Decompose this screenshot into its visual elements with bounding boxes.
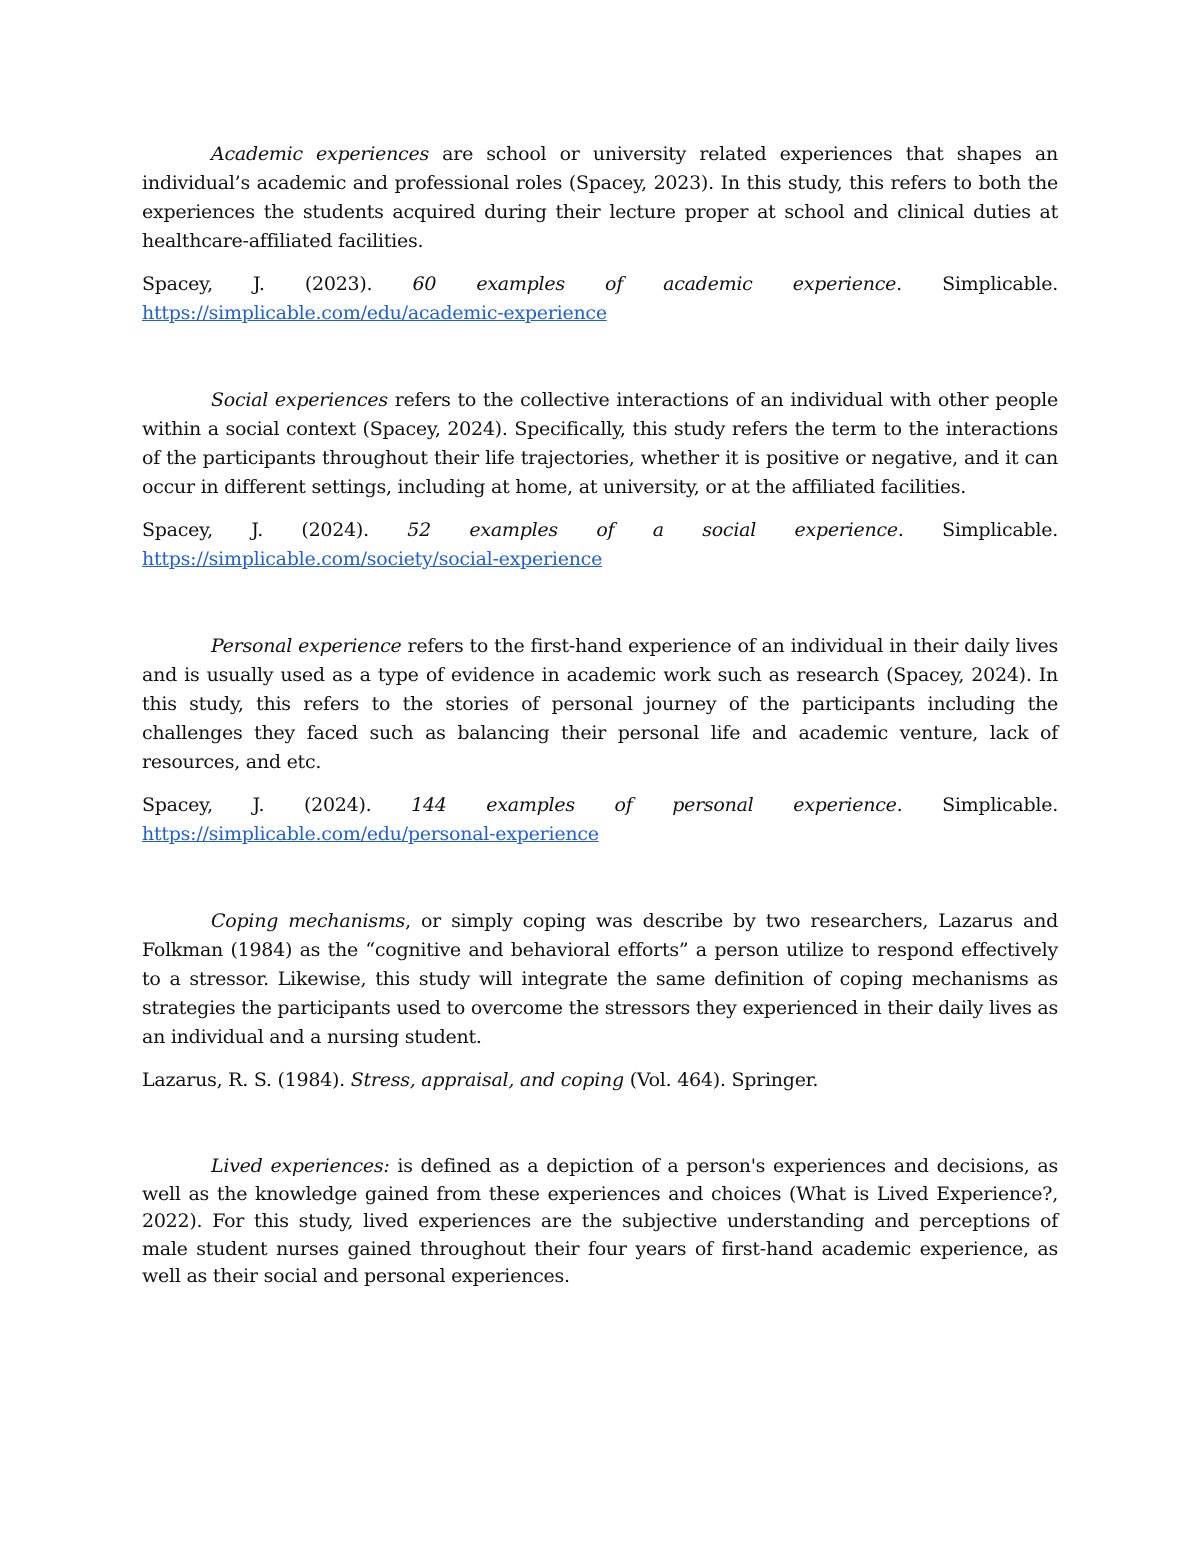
reference-academic-experience <box>142 270 1058 328</box>
reference-author: Spacey, J. (2024). <box>142 794 412 816</box>
document-page <box>142 140 1058 1291</box>
definition-text: , or simply coping was describe by two researchers, Lazarus and Folkman (1984) as the “cognitive and behavioral efforts” a person utilize to respond effectively to a stressor. Likewise, this study will integrate the same definition of coping mechanisms as strategies the participants used to overcome the stressors they experienced in their daily lives as an individual and a nursing student. <box>142 910 1059 1048</box>
reference-publisher: . Simplicable. <box>896 273 1058 295</box>
reference-publisher: (Vol. 464). Springer. <box>623 1069 819 1091</box>
reference-link[interactable]: https://simplicable.com/edu/academic-experience <box>142 302 607 324</box>
definition-text: is defined as a depiction of a person's experiences and decisions, as well as the knowledge gained from these experiences and choices (What is Lived Experience?, 2022). For this study, lived experiences are the subjective understanding and perceptions of male student nurses gained throughout their four years of first-hand academic experience, as well as their social and personal experiences. <box>142 1155 1058 1287</box>
definition-text: refers to the first-hand experience of an individual in their daily lives and is usually used as a type of evidence in academic work such as research (Spacey, 2024). In this study, this refers to the stories of personal journey of the participants including the challenges they faced such as balancing their personal life and academic venture, lack of resources, and etc. <box>142 635 1058 773</box>
definition-text: are school or university related experiences that shapes an individual’s academic and professional roles (Spacey, 2023). In this study, this refers to both the experiences the students acquired during their lecture proper at school and clinical duties at healthcare-affiliated facilities. <box>142 143 1059 252</box>
definition-text: refers to the collective interactions of an individual with other people within a social context (Spacey, 2024). Specifically, this study refers the term to the interactions of the participants throughout their life trajectories, whether it is positive or negative, and it can occur in different settings, including at home, at university, or at the affiliated facilities. <box>142 389 1059 498</box>
reference-link[interactable]: https://simplicable.com/society/social-experience <box>142 548 603 570</box>
definition-academic-experiences <box>142 140 1058 256</box>
reference-title: 52 examples of a social experience <box>407 519 898 541</box>
reference-publisher: . Simplicable. <box>897 519 1058 541</box>
spacer <box>142 574 1058 632</box>
reference-author: Spacey, J. (2023). <box>142 273 413 295</box>
reference-social-experience <box>142 516 1058 574</box>
reference-title: 144 examples of personal experience <box>411 794 897 816</box>
spacer <box>142 1095 1058 1153</box>
term: Academic experiences <box>211 143 429 165</box>
reference-title: Stress, appraisal, and coping <box>350 1069 624 1091</box>
reference-publisher: . Simplicable. <box>896 794 1058 816</box>
reference-author: Spacey, J. (2024). <box>142 519 408 541</box>
reference-author: Lazarus, R. S. (1984). <box>142 1069 351 1091</box>
definition-lived-experiences <box>142 1153 1058 1291</box>
term: Lived experiences: <box>211 1155 390 1177</box>
definition-social-experiences <box>142 386 1058 502</box>
term: Social experiences <box>211 389 388 411</box>
definition-coping-mechanisms <box>142 907 1058 1052</box>
term: Coping mechanisms <box>211 910 406 932</box>
reference-link[interactable]: https://simplicable.com/edu/personal-experience <box>142 823 599 845</box>
spacer <box>142 849 1058 907</box>
reference-personal-experience <box>142 791 1058 849</box>
reference-coping <box>142 1066 1058 1095</box>
term: Personal experience <box>211 635 402 657</box>
spacer <box>142 328 1058 386</box>
definition-personal-experience <box>142 632 1058 777</box>
reference-title: 60 examples of academic experience <box>412 273 897 295</box>
